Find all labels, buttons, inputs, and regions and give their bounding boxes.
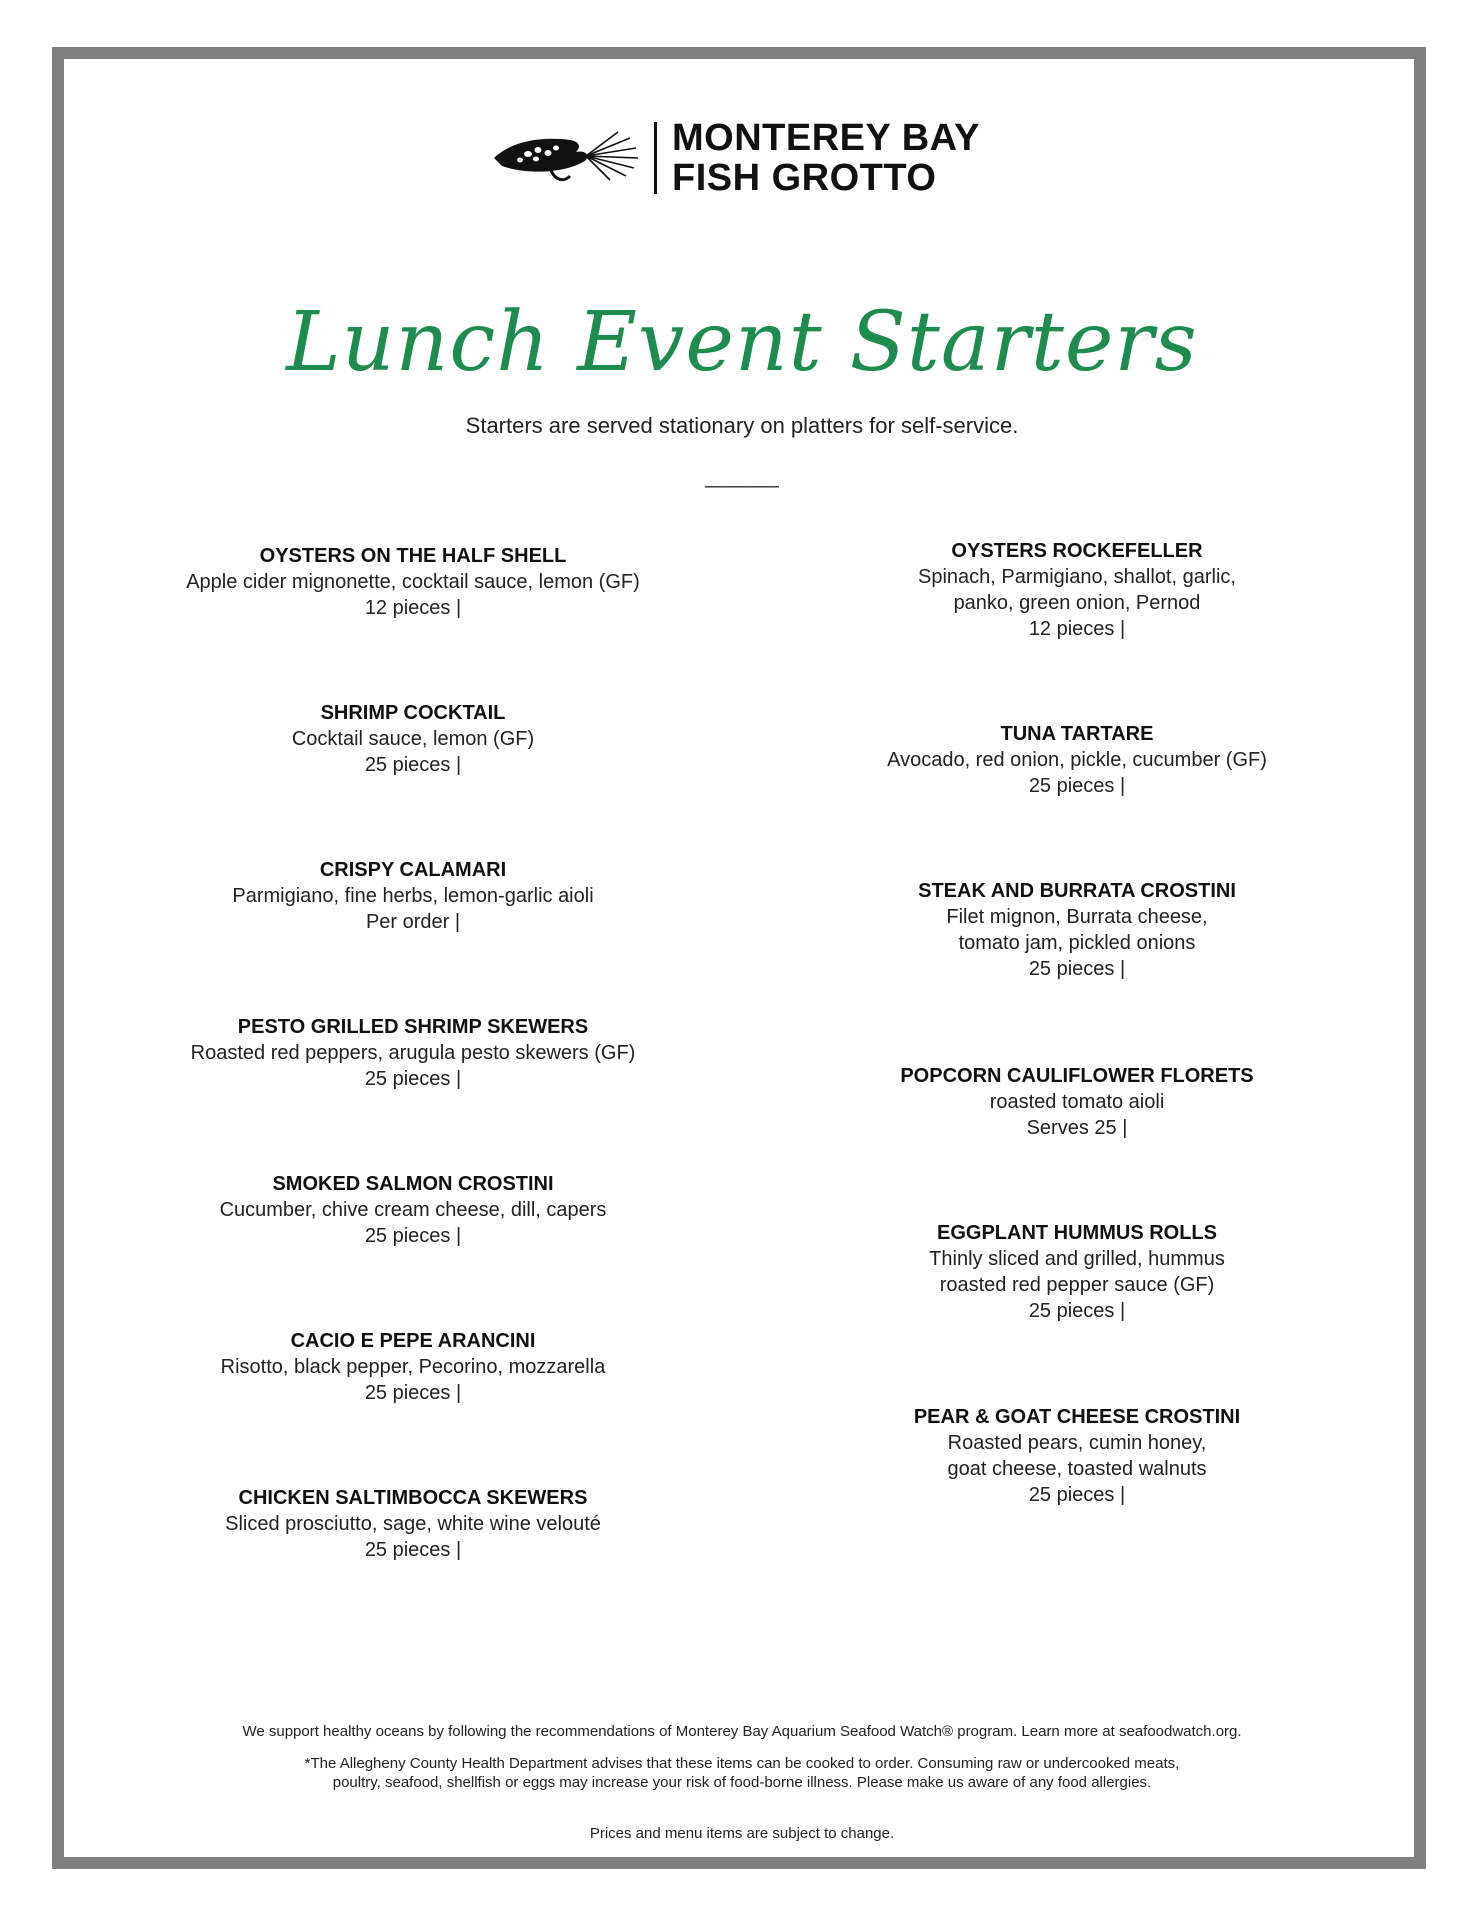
item-name: OYSTERS ROCKEFELLER [951, 540, 1203, 562]
section-rule: ______ [705, 463, 779, 488]
item-quantity: 25 pieces | [364, 1225, 462, 1247]
item-quantity: 25 pieces | [364, 1382, 462, 1404]
menu-item [133, 1328, 693, 1406]
menu-item [797, 878, 1357, 982]
item-description: roasted red pepper sauce (GF) [939, 1274, 1215, 1296]
seafood-watch-note: We support healthy oceans by following the recommendations of Monterey Bay Aquarium Seafood Watch® program. Learn more at seafoodwatch.org. [242, 1723, 1242, 1740]
menu-item [133, 1171, 693, 1249]
item-quantity: 25 pieces | [1028, 1484, 1126, 1506]
menu-item [797, 1063, 1357, 1141]
menu-item [133, 700, 693, 778]
item-quantity: 12 pieces | [364, 597, 462, 619]
menu-item [797, 538, 1357, 642]
item-quantity: 25 pieces | [1028, 775, 1126, 797]
page-title: Lunch Event Starters [286, 295, 1198, 390]
item-description: Sliced prosciutto, sage, white wine velouté [225, 1513, 601, 1535]
item-name: CRISPY CALAMARI [319, 859, 507, 881]
menu-item [133, 1485, 693, 1563]
fish-fly-lure-icon [490, 126, 640, 190]
menu-item [133, 1014, 693, 1092]
item-description: Roasted red peppers, arugula pesto skewers (GF) [190, 1042, 636, 1064]
item-quantity: 25 pieces | [364, 1539, 462, 1561]
item-name: SMOKED SALMON CROSTINI [272, 1173, 554, 1195]
item-name: SHRIMP COCKTAIL [320, 702, 506, 724]
health-advisory-line-2: poultry, seafood, shellfish or eggs may increase your risk of food-borne illness. Please make us aware of any food allergies. [332, 1774, 1152, 1791]
item-description: tomato jam, pickled onions [958, 932, 1196, 954]
item-description: Avocado, red onion, pickle, cucumber (GF) [887, 749, 1267, 771]
menu-item [133, 543, 693, 621]
item-name: STEAK AND BURRATA CROSTINI [918, 880, 1236, 902]
item-name: CACIO E PEPE ARANCINI [290, 1330, 536, 1352]
item-name: PEAR & GOAT CHEESE CROSTINI [913, 1406, 1241, 1428]
brand-name [672, 118, 980, 198]
menu-item [797, 1220, 1357, 1324]
item-description: Parmigiano, fine herbs, lemon-garlic aioli [232, 885, 594, 907]
item-name: PESTO GRILLED SHRIMP SKEWERS [237, 1016, 589, 1038]
item-description: Thinly sliced and grilled, hummus [929, 1248, 1225, 1270]
item-name: POPCORN CAULIFLOWER FLORETS [900, 1065, 1254, 1087]
menu-item [797, 721, 1357, 799]
item-quantity: 12 pieces | [1028, 618, 1126, 640]
item-description: Risotto, black pepper, Pecorino, mozzarella [220, 1356, 606, 1378]
health-advisory-line-1: *The Allegheny County Health Department advises that these items can be cooked to order. Consuming raw or undercooked meats, [304, 1755, 1180, 1772]
item-description: Filet mignon, Burrata cheese, [946, 906, 1208, 928]
item-description: roasted tomato aioli [989, 1091, 1165, 1113]
item-quantity: 25 pieces | [1028, 958, 1126, 980]
brand-line-1: MONTEREY BAY [672, 117, 980, 159]
prices-note: Prices and menu items are subject to change. [589, 1825, 895, 1842]
item-description: Roasted pears, cumin honey, [947, 1432, 1207, 1454]
menu-item [133, 857, 693, 935]
item-quantity: 25 pieces | [364, 754, 462, 776]
item-name: OYSTERS ON THE HALF SHELL [259, 545, 567, 567]
subtitle: Starters are served stationary on platters for self-service. [465, 413, 1019, 438]
logo-divider [654, 122, 657, 194]
item-description: Apple cider mignonette, cocktail sauce, lemon (GF) [186, 571, 640, 593]
item-name: CHICKEN SALTIMBOCCA SKEWERS [238, 1487, 588, 1509]
item-description: panko, green onion, Pernod [953, 592, 1201, 614]
item-description: Cucumber, chive cream cheese, dill, capers [219, 1199, 607, 1221]
item-quantity: 25 pieces | [364, 1068, 462, 1090]
item-quantity: Serves 25 | [1026, 1117, 1128, 1139]
brand-logo [490, 118, 1010, 198]
item-name: TUNA TARTARE [1000, 723, 1154, 745]
item-name: EGGPLANT HUMMUS ROLLS [937, 1222, 1217, 1244]
item-quantity: 25 pieces | [1028, 1300, 1126, 1322]
item-quantity: Per order | [365, 911, 461, 933]
item-description: goat cheese, toasted walnuts [947, 1458, 1207, 1480]
item-description: Spinach, Parmigiano, shallot, garlic, [918, 566, 1236, 588]
menu-item [797, 1404, 1357, 1508]
brand-line-2: FISH GROTTO [672, 157, 937, 199]
item-description: Cocktail sauce, lemon (GF) [291, 728, 535, 750]
